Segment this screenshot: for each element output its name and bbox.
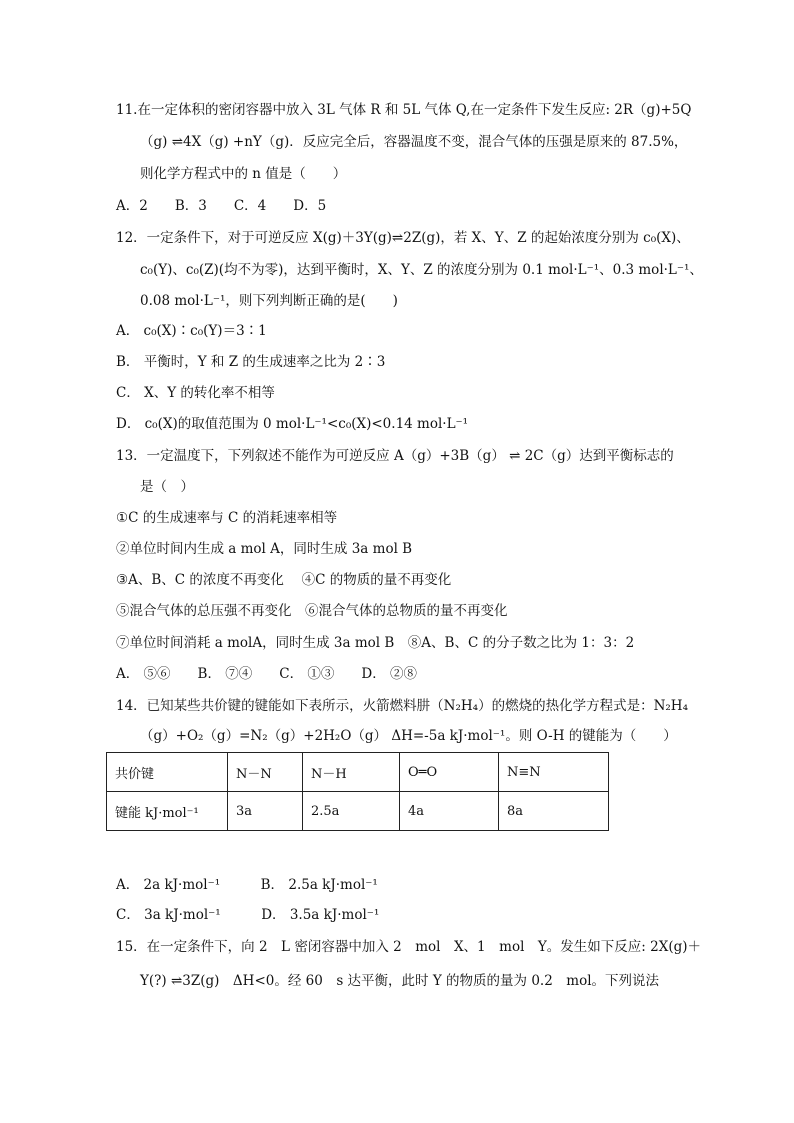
- table-cell: 3a: [228, 792, 303, 831]
- q15-line2: Y(?) ⇌3Z(g) ΔH<0。经 60 s 达平衡，此时 Y 的物质的量为 0.2 mol。下列说法: [140, 973, 660, 989]
- q12-line2: c₀(Y)、c₀(Z)(均不为零)，达到平衡时，X、Y、Z 的浓度分别为 0.1 mol·L⁻¹、0.3 mol·L⁻¹、: [140, 262, 703, 278]
- table-header-cell: N≡N: [499, 753, 609, 792]
- q13-line2: 是（ ）: [140, 479, 194, 495]
- q12-option-d: D． c₀(X)的取值范围为 0 mol·L⁻¹<c₀(X)<0.14 mol·L⁻¹: [116, 416, 469, 432]
- q11-line3: 则化学方程式中的 n 值是（ ）: [140, 166, 347, 182]
- q13-statement-2: ②单位时间内生成 a mol A，同时生成 3a mol B: [116, 541, 413, 557]
- q12-line3: 0.08 mol·L⁻¹，则下列判断正确的是( ): [140, 293, 398, 309]
- table-header-cell: O═O: [400, 753, 499, 792]
- q11-line2: （g) ⇌4X（g) +nY（g)．反应完全后，容器温度不变，混合气体的压强是原来的 87.5%，: [140, 134, 688, 150]
- table-cell: 键能 kJ·mol⁻¹: [107, 792, 228, 831]
- bond-energy-table: [106, 752, 609, 831]
- table-cell: 2.5a: [303, 792, 400, 831]
- q14-line2: （g）+O₂（g）=N₂（g）+2H₂O（g） ΔH=-5a kJ·mol⁻¹。则 O-H 的键能为（ ）: [140, 728, 677, 744]
- table-header-cell: N－N: [228, 753, 303, 792]
- q15-line1: 15．在一定条件下，向 2 L 密闭容器中加入 2 mol X、1 mol Y。发生如下反应: 2X(g)＋: [116, 939, 702, 955]
- q13-options: A． ⑤⑥ B． ⑦④ C． ①③ D． ②⑧: [116, 666, 417, 682]
- table-cell: 4a: [400, 792, 499, 831]
- table-row: [107, 753, 609, 792]
- q13-statement-5-6: ⑤混合气体的总压强不再变化 ⑥混合气体的总物质的量不再变化: [116, 603, 508, 619]
- q11-line1: 11.在一定体积的密闭容器中放入 3L 气体 R 和 5L 气体 Q,在一定条件下发生反应: 2R（g)+5Q: [116, 102, 692, 118]
- q13-statement-1: ①C 的生成速率与 C 的消耗速率相等: [116, 510, 338, 526]
- table-cell: 8a: [499, 792, 609, 831]
- table-header-cell: N－H: [303, 753, 400, 792]
- table-header-cell: 共价键: [107, 753, 228, 792]
- q13-line1: 13．一定温度下，下列叙述不能作为可逆反应 A（g）+3B（g） ⇌ 2C（g）达到平衡标志的: [116, 448, 674, 464]
- q13-statement-7-8: ⑦单位时间消耗 a molA，同时生成 3a mol B ⑧A、B、C 的分子数之比为 1：3：2: [116, 635, 635, 651]
- q14-options-cd: C． 3a kJ·mol⁻¹ D． 3.5a kJ·mol⁻¹: [116, 907, 380, 923]
- q14-line1: 14．已知某些共价键的键能如下表所示，火箭燃料肼（N₂H₄）的燃烧的热化学方程式是：N₂H₄: [116, 698, 688, 714]
- q11-options: A．2 B．3 C．4 D．5: [116, 198, 327, 214]
- q12-line1: 12．一定条件下，对于可逆反应 X(g)＋3Y(g)⇌2Z(g)，若 X、Y、Z 的起始浓度分别为 c₀(X)、: [116, 230, 690, 246]
- q12-option-c: C． X、Y 的转化率不相等: [116, 385, 275, 401]
- q12-option-a: A． c₀(X)∶c₀(Y)＝3∶1: [116, 323, 267, 339]
- q13-statement-3-4: ③A、B、C 的浓度不再变化 ④C 的物质的量不再变化: [116, 572, 452, 588]
- table-row: [107, 792, 609, 831]
- q14-options-ab: A． 2a kJ·mol⁻¹ B． 2.5a kJ·mol⁻¹: [116, 877, 378, 893]
- q12-option-b: B． 平衡时，Y 和 Z 的生成速率之比为 2∶3: [116, 354, 386, 370]
